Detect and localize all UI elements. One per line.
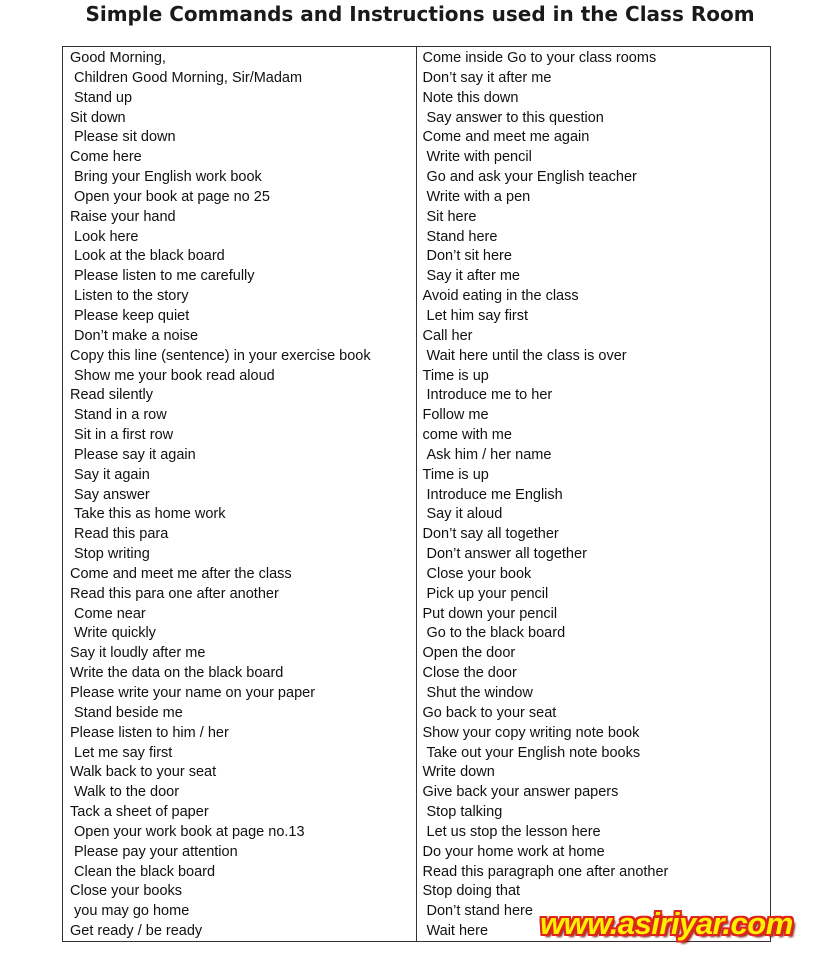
command-row: Come inside Go to your class rooms [422,50,657,66]
command-row: Don’t sit here [426,248,512,265]
command-row: Write the data on the black board [70,665,284,682]
command-row: Take out your English note books [426,744,641,761]
command-row: you may go home [74,903,190,920]
commands-table [62,46,771,942]
command-row: Sit in a first row [74,427,174,444]
command-row: Introduce me English [426,486,563,503]
command-row: Don’t stand here [426,903,533,920]
command-row: Ask him / her name [426,446,552,463]
command-row: Look here [74,228,139,245]
command-row: Please sit down [74,129,176,146]
command-row: Please pay your attention [74,843,238,860]
command-row: Good Morning, [70,50,166,66]
command-row: Please keep quiet [74,307,190,324]
command-row: Children Good Morning, Sir/Madam [74,69,303,86]
command-row: Stand here [426,228,498,245]
command-row: Read silently [70,387,154,404]
command-row: Sit down [70,109,126,126]
command-row: Don’t say all together [422,526,559,543]
command-row: Write quickly [74,625,156,642]
command-row: Show your copy writing note book [422,724,640,741]
command-row: Give back your answer papers [422,784,619,801]
command-row: Walk back to your seat [70,764,217,781]
command-row: Close your books [70,883,183,900]
command-row: Write down [422,764,495,781]
command-row: Note this down [422,89,519,106]
command-row: Walk to the door [74,784,180,801]
command-row: Don’t make a noise [74,327,199,344]
command-row: Write with pencil [426,149,532,166]
command-row: Wait here until the class is over [426,347,627,364]
command-row: Time is up [422,466,489,483]
command-row: Go to the black board [426,625,566,642]
command-row: Do your home work at home [422,843,605,860]
command-row: Pick up your pencil [426,585,549,602]
command-row: Look at the black board [74,248,225,265]
command-row: Call her [422,327,473,344]
command-row: Don’t answer all together [426,546,587,563]
command-row: Read this para one after another [70,585,279,602]
command-row: Sit here [426,208,477,225]
command-row: Listen to the story [74,288,189,305]
command-row: Stand beside me [74,704,183,721]
command-row: Close your book [426,565,532,582]
command-row: Say it after me [426,268,520,285]
command-row: Stop writing [74,546,150,563]
command-row: Avoid eating in the class [422,288,579,305]
command-row: Stand in a row [74,407,167,424]
command-row: Come and meet me after the class [70,565,292,582]
command-row: Please write your name on your paper [70,685,316,701]
command-row: Open the door [422,645,516,662]
command-row: Come and meet me again [422,129,590,146]
command-row: Get ready / be ready [70,923,203,940]
command-row: Write with a pen [426,188,531,205]
command-row: Introduce me to her [426,387,553,404]
command-row: Raise your hand [70,208,176,225]
command-row: Clean the black board [74,863,216,880]
command-row: Open your book at page no 25 [74,188,270,205]
command-row: Say answer to this question [426,109,604,126]
command-row: Say it aloud [426,506,503,523]
command-row: Go back to your seat [422,704,557,721]
command-row: Shut the window [426,685,533,701]
command-row: Wait here [426,923,489,940]
command-row: Open your work book at page no.13 [74,823,305,840]
command-row: Read this para [74,526,169,543]
command-row: Take this as home work [74,506,226,523]
command-row: Close the door [422,665,517,682]
command-row: come with me [422,427,512,444]
command-row: Copy this line (sentence) in your exercise book [70,347,371,364]
left-column [63,47,417,941]
command-row: Say it loudly after me [70,645,206,662]
command-row: Say it again [74,466,150,483]
command-row: Stop doing that [422,883,521,900]
command-row: Let us stop the lesson here [426,823,601,840]
command-row: Put down your pencil [422,605,558,622]
command-row: Read this paragraph one after another [422,863,669,880]
command-row: Come here [70,149,142,166]
command-row: Bring your English work book [74,169,262,186]
watermark-logo: www.asiriyar.com [540,906,793,941]
command-row: Follow me [422,407,489,424]
command-row: Don’t say it after me [422,69,552,86]
command-row: Tack a sheet of paper [70,804,209,821]
right-column [417,47,771,941]
page-title: Simple Commands and Instructions used in the Class Room [85,2,755,26]
command-row: Please say it again [74,446,196,463]
command-row: Please listen to me carefully [74,268,255,285]
command-row: Let him say first [426,307,529,324]
command-row: Come near [74,605,146,622]
command-row: Stand up [74,89,133,106]
command-row: Go and ask your English teacher [426,169,637,186]
command-row: Stop talking [426,804,503,821]
command-row: Say answer [74,486,150,503]
command-row: Let me say first [74,744,173,761]
command-row: Please listen to him / her [70,724,229,741]
command-row: Time is up [422,367,489,384]
command-row: Show me your book read aloud [74,367,275,384]
